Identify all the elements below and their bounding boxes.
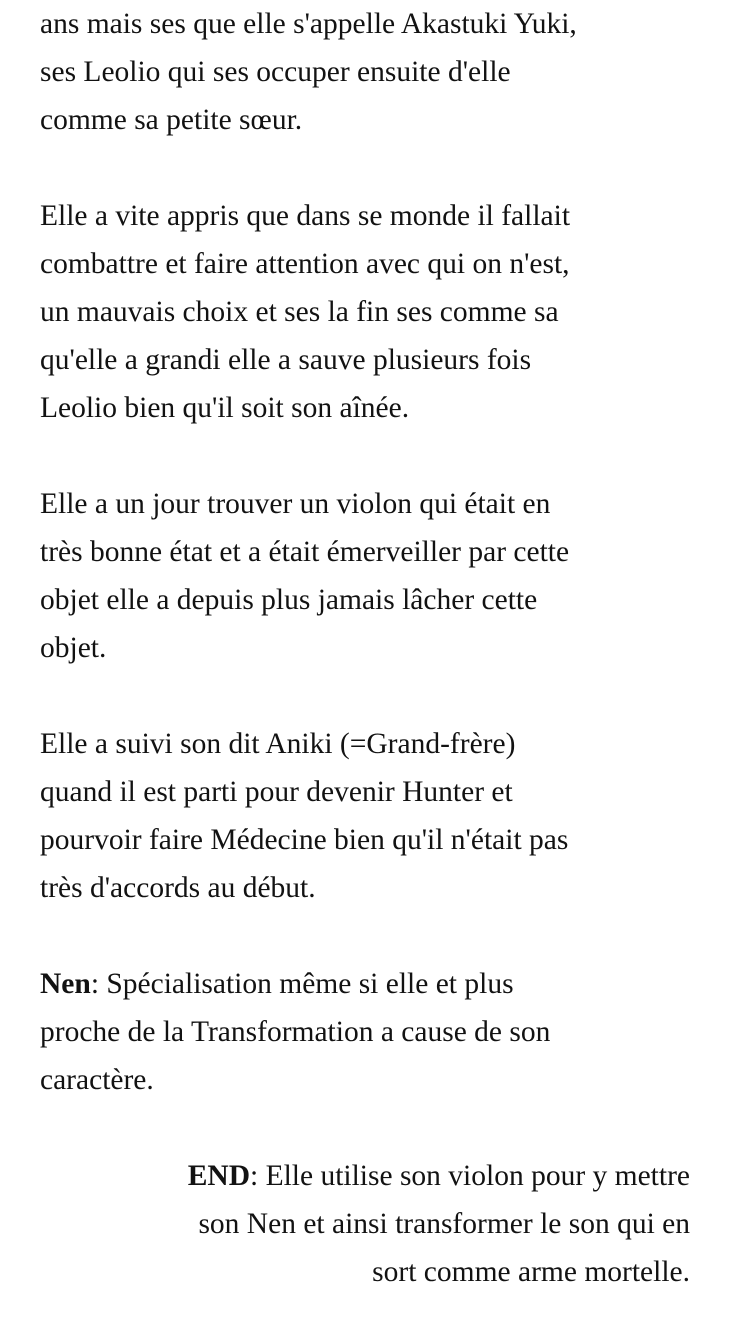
paragraph-nen bbox=[40, 960, 550, 1104]
text-line: très bonne état et a était émerveiller par cette bbox=[40, 536, 570, 568]
paragraph-end bbox=[40, 1152, 690, 1296]
text-line: un mauvais choix et ses la fin ses comme sa bbox=[40, 296, 559, 328]
paragraph-combat bbox=[40, 192, 570, 432]
text-line: caractère. bbox=[40, 1064, 154, 1096]
text-line: Elle a vite appris que dans se monde il fallait bbox=[40, 200, 571, 232]
text-line: Elle a suivi son dit Aniki (=Grand-frère) bbox=[40, 728, 516, 760]
text-line: Elle a un jour trouver un violon qui était en bbox=[40, 488, 551, 520]
end-label: END bbox=[187, 1160, 251, 1192]
text-line: objet. bbox=[40, 632, 107, 664]
text-line: Leolio bien qu'il soit son aînée. bbox=[40, 392, 410, 424]
nen-text: : Spécialisation même si elle et plus bbox=[90, 968, 514, 1000]
text-line bbox=[40, 1152, 690, 1200]
text-line: ses Leolio qui ses occuper ensuite d'elle bbox=[40, 56, 511, 88]
text-line: comme sa petite sœur. bbox=[40, 104, 303, 136]
text-line: proche de la Transformation a cause de son bbox=[40, 1016, 551, 1048]
text-line: ans mais ses que elle s'appelle Akastuki Yuki, bbox=[40, 8, 577, 40]
paragraph-aniki bbox=[40, 720, 568, 912]
text-line: quand il est parti pour devenir Hunter et bbox=[40, 776, 513, 808]
end-text: : Elle utilise son violon pour y mettre bbox=[250, 1160, 690, 1192]
text-line: sort comme arme mortelle. bbox=[372, 1256, 690, 1288]
nen-label: Nen bbox=[40, 968, 91, 1000]
text-line: combattre et faire attention avec qui on n'est, bbox=[40, 248, 570, 280]
text-line: très d'accords au début. bbox=[40, 872, 316, 904]
paragraph-intro bbox=[40, 0, 577, 144]
text-line: objet elle a depuis plus jamais lâcher cette bbox=[40, 584, 538, 616]
text-line: qu'elle a grandi elle a sauve plusieurs fois bbox=[40, 344, 532, 376]
text-line bbox=[40, 960, 550, 1008]
paragraph-violon bbox=[40, 480, 569, 672]
text-line: pourvoir faire Médecine bien qu'il n'était pas bbox=[40, 824, 569, 856]
text-line: son Nen et ainsi transformer le son qui en bbox=[198, 1208, 690, 1240]
